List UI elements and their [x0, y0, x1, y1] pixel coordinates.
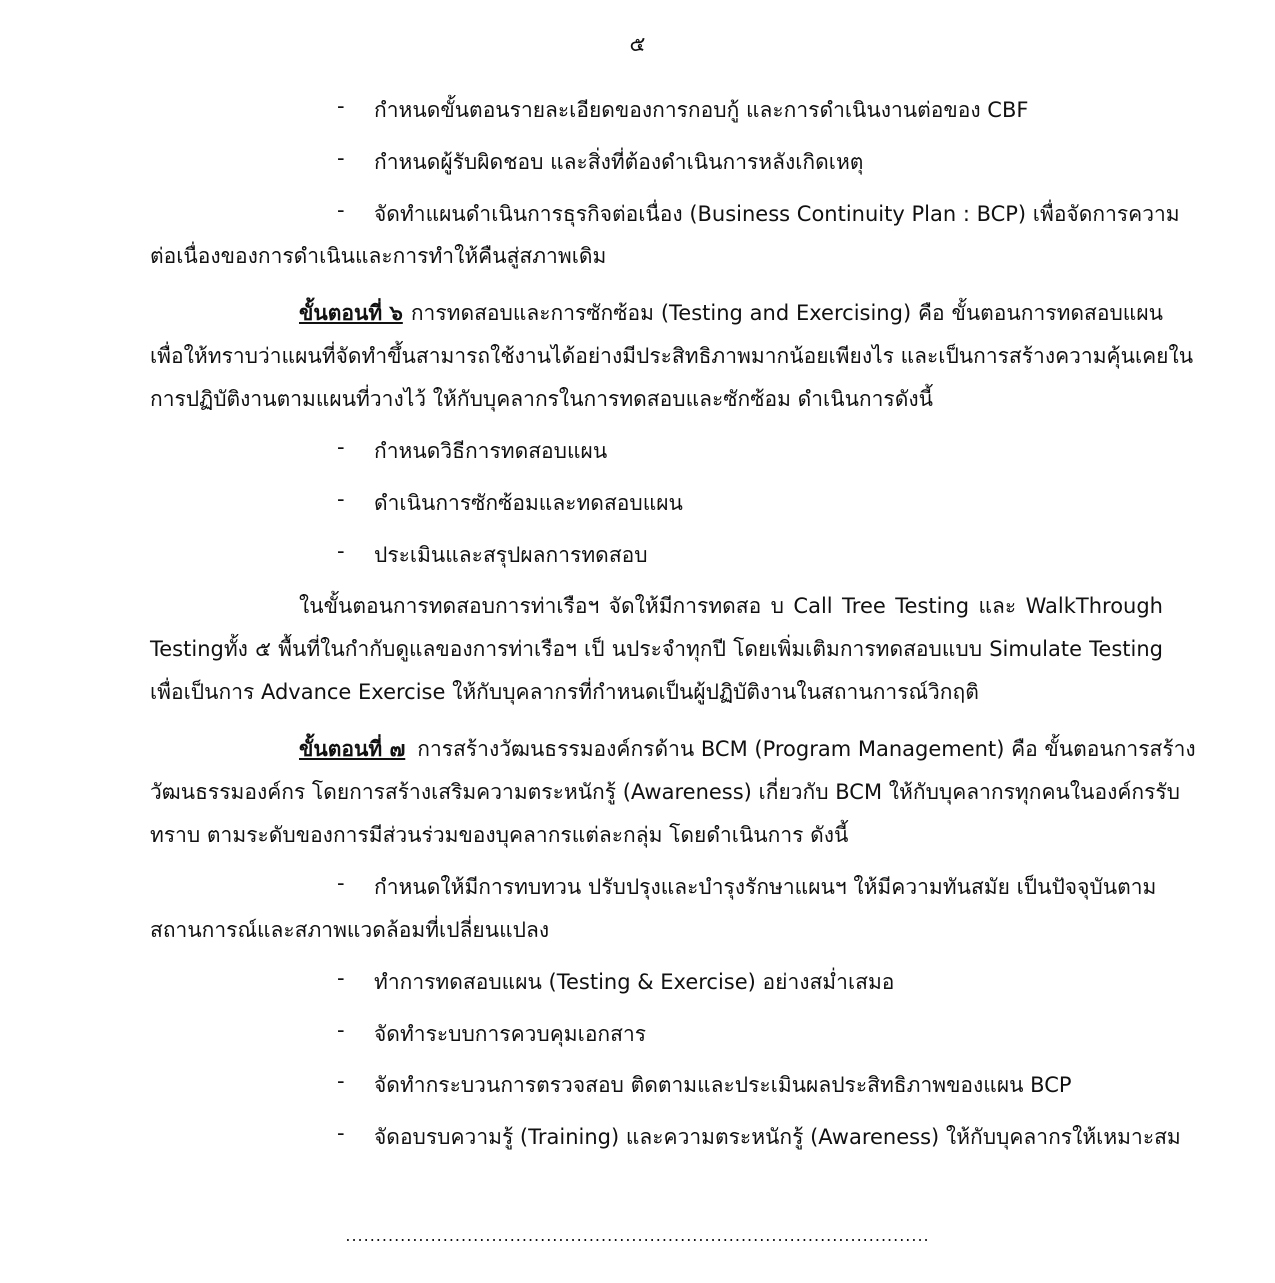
- bullet-item: กำหนดให้มีการทบทวน ปรับปรุงและบำรุงรักษาแผนฯ ให้มีความทันสมัย เป็นปัจจุบันตาม: [374, 875, 1157, 899]
- bullet-dash: -: [337, 146, 345, 170]
- bullet-item: กำหนดผู้รับผิดชอบ และสิ่งที่ต้องดำเนินการหลังเกิดเหตุ: [374, 150, 864, 174]
- bullet-continuation: ต่อเนื่องของการดำเนินและการทำให้คืนสู่สภาพเดิม: [150, 244, 607, 268]
- bullet-dash: -: [337, 198, 345, 222]
- bullet-dash: -: [337, 1069, 345, 1093]
- step6-line3: การปฏิบัติงานตามแผนที่วางไว้ ให้กับบุคลากรในการทดสอบและซักซ้อม ดำเนินการดังนี้: [150, 387, 933, 411]
- testing-para-line1: ในขั้นตอนการทดสอบการท่าเรือฯ จัดให้มีการทดสอ บ Call Tree Testing และ WalkThrough: [299, 594, 1163, 618]
- step6-heading: ขั้นตอนที่ ๖: [299, 301, 403, 325]
- bullet-dash: -: [337, 94, 345, 118]
- bullet-dash: -: [337, 1121, 345, 1145]
- step7-line2: วัฒนธรรมองค์กร โดยการสร้างเสริมความตระหนักรู้ (Awareness) เกี่ยวกับ BCM ให้กับบุคลากรทุกคนในองค์กรรับ: [150, 780, 1181, 804]
- testing-para-line3: เพื่อเป็นการ Advance Exercise ให้กับบุคลากรที่กำหนดเป็นผู้ปฏิบัติงานในสถานการณ์วิกฤติ: [150, 680, 979, 704]
- bullet-item: ดำเนินการซักซ้อมและทดสอบแผน: [374, 491, 683, 515]
- step7-line1: การสร้างวัฒนธรรมองค์กรด้าน BCM (Program Management) คือ ขั้นตอนการสร้าง: [417, 737, 1196, 761]
- bullet-item: จัดทำระบบการควบคุมเอกสาร: [374, 1022, 647, 1046]
- bullet-item: ทำการทดสอบแผน (Testing & Exercise) อย่างสม่ำเสมอ: [374, 970, 895, 994]
- page-number: ๕: [629, 32, 646, 56]
- bullet-item: กำหนดวิธีการทดสอบแผน: [374, 439, 608, 463]
- testing-para-line2: Testingทั้ง ๕ พื้นที่ในกำกับดูแลของการท่าเรือฯ เป็ นประจำทุกปี โดยเพิ่มเติมการทดสอบแบบ Simulate Testing: [150, 637, 1163, 661]
- bullet-item: จัดอบรบความรู้ (Training) และความตระหนักรู้ (Awareness) ให้กับบุคลากรให้เหมาะสม: [374, 1125, 1181, 1149]
- step7-line3: ทราบ ตามระดับของการมีส่วนร่วมของบุคลากรแต่ละกลุ่ม โดยดำเนินการ ดังนี้: [150, 823, 849, 847]
- bullet-dash: -: [337, 966, 345, 990]
- bullet-continuation: สถานการณ์และสภาพแวดล้อมที่เปลี่ยนแปลง: [150, 918, 550, 942]
- bullet-item: จัดทำแผนดำเนินการธุรกิจต่อเนื่อง (Business Continuity Plan : BCP) เพื่อจัดการความ: [374, 202, 1180, 226]
- footer-dotted-line: ................................................................................................: [345, 1226, 930, 1245]
- step6-first-line: [299, 297, 1163, 330]
- bullet-dash: -: [337, 1018, 345, 1042]
- step6-line2: เพื่อให้ทราบว่าแผนที่จัดทำขึ้นสามารถใช้งานได้อย่างมีประสิทธิภาพมากน้อยเพียงไร และเป็นการสร้างความคุ้นเคยใน: [150, 344, 1194, 368]
- bullet-item: กำหนดขั้นตอนรายละเอียดของการกอบกู้ และการดำเนินงานต่อของ CBF: [374, 98, 1029, 122]
- step6-line1: การทดสอบและการซักซ้อม (Testing and Exercising) คือ ขั้นตอนการทดสอบแผน: [410, 301, 1163, 325]
- step7-heading: ขั้นตอนที่ ๗: [299, 737, 406, 761]
- bullet-item: จัดทำกระบวนการตรวจสอบ ติดตามและประเมินผลประสิทธิภาพของแผน BCP: [374, 1073, 1072, 1097]
- bullet-dash: -: [337, 435, 345, 459]
- bullet-dash: -: [337, 539, 345, 563]
- step7-first-line: [299, 733, 1196, 766]
- bullet-item: ประเมินและสรุปผลการทดสอบ: [374, 543, 648, 567]
- bullet-dash: -: [337, 871, 345, 895]
- bullet-dash: -: [337, 487, 345, 511]
